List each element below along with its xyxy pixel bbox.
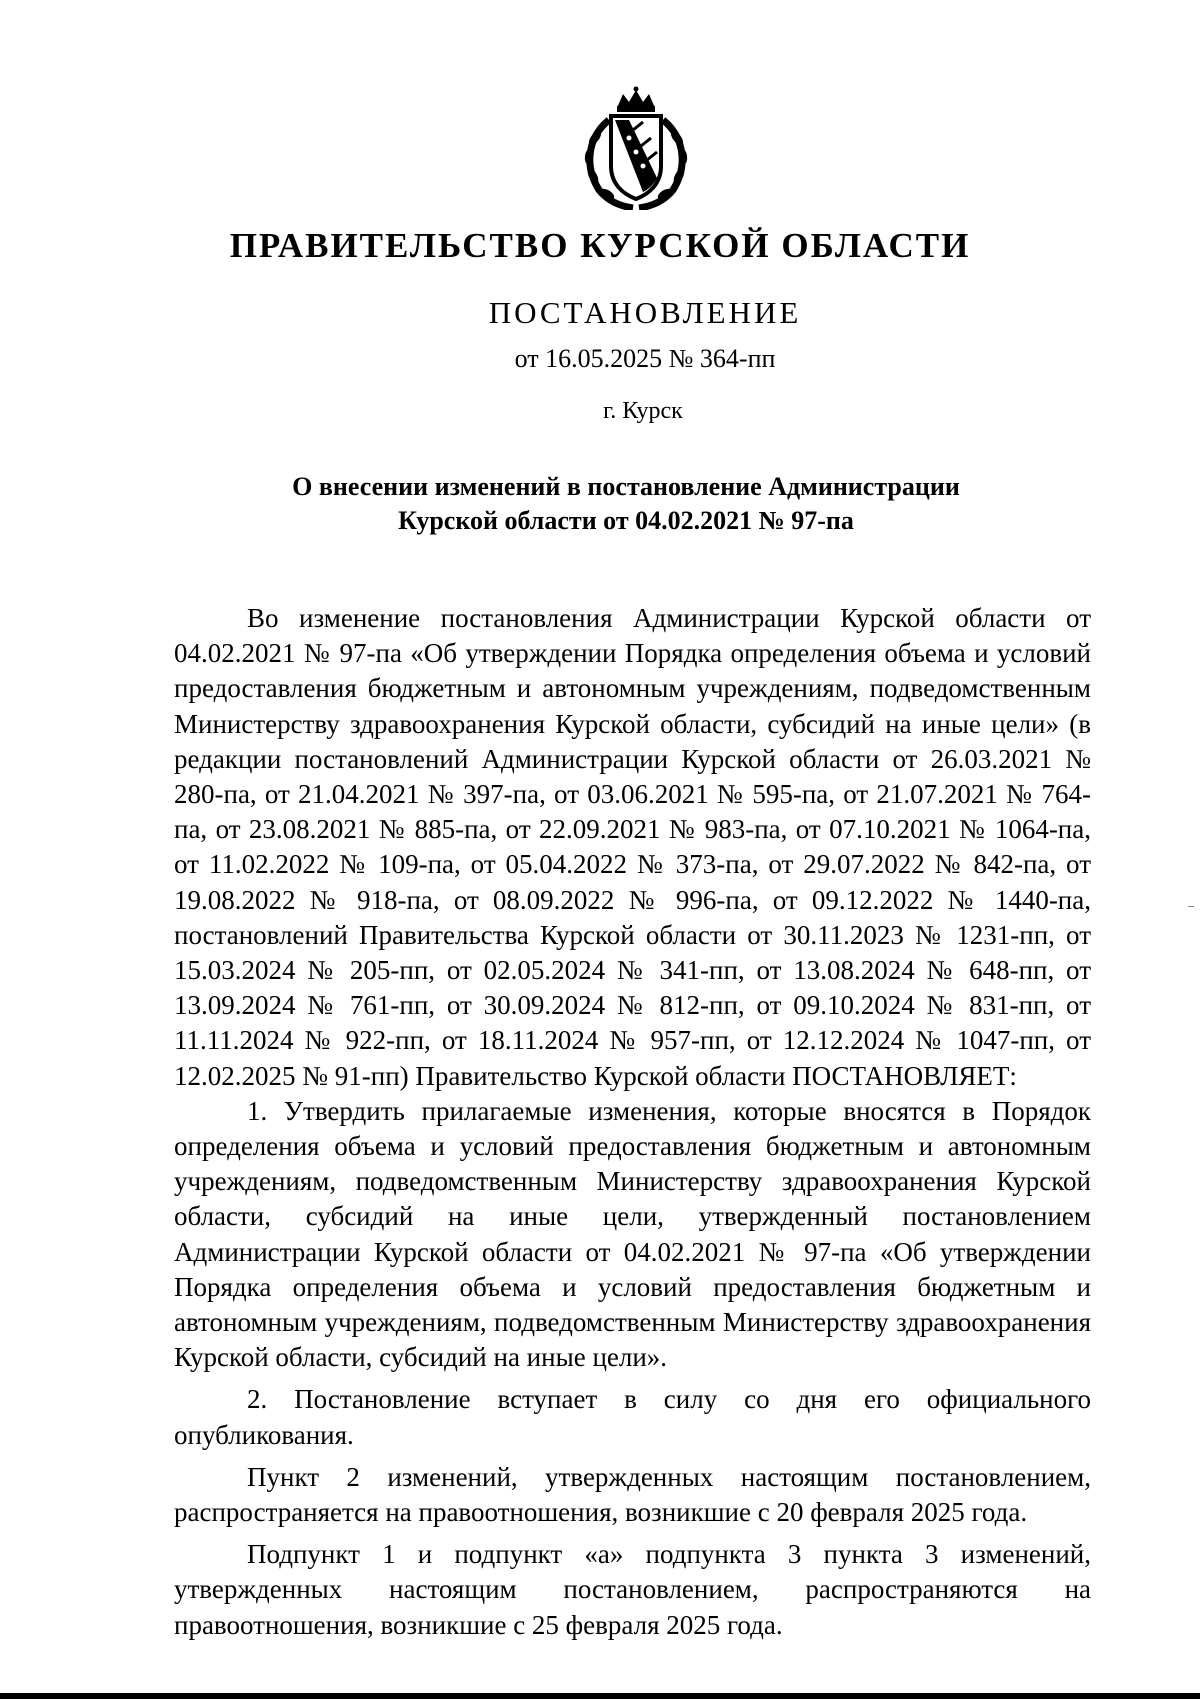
document-number: от 16.05.2025 № 364-пп (514, 344, 776, 373)
subject-line-2: Курской области от 04.02.2021 № 97-па (398, 506, 854, 535)
scan-mark (1188, 906, 1194, 907)
document-subject (0, 470, 1200, 538)
subject-line-1: О внесении изменений в постановление Администрации (292, 472, 960, 501)
document-body (174, 601, 1091, 1643)
preamble-paragraph: Во изменение постановления Администрации Курской области от 04.02.2021 № 97-па «Об утверждении Порядка определения объема и условий предоставления бюджетным и автономным учреждениям, подведомственным Министерству здравоохранения Курской области, субсидий на иные цели» (в редакции постановлений Администрации Курской области от 26.03.2021 № 280-па, от 21.04.2021 № 397-па, от 03.06.2021 № 595-па, от 21.07.2021 № 764-па, от 23.08.2021 № 885-па, от 22.09.2021 № 983-па, от 07.10.2021 № 1064-па, от 11.02.2022 № 109-па, от 05.04.2022 № 373-па, от 29.07.2022 № 842-па, от 19.08.2022 № 918-па, от 08.09.2022 № 996-па, от 09.12.2022 № 1440-па, постановлений Правительства Курской области от 30.11.2023 № 1231-пп, от 15.03.2024 № 205-пп, от 02.05.2024 № 341-пп, от 13.08.2024 № 648-пп, от 13.09.2024 № 761-пп, от 30.09.2024 № 812-пп, от 09.10.2024 № 831-пп, от 11.11.2024 № 922-пп, от 18.11.2024 № 957-пп, от 12.12.2024 № 1047-пп, от 12.02.2025 № 91-пп) Правительство Курской области ПОСТАНОВЛЯЕТ: (174, 603, 1091, 1091)
city: г. Курск (603, 398, 683, 424)
item-1-paragraph: 1. Утвердить прилагаемые изменения, которые вносятся в Порядок определения объема и условий предоставления бюджетным и автономным учреждениям, подведомственным Министерству здравоохранения Курской области, субсидий на иные цели, утвержденный постановлением Администрации Курской области от 04.02.2021 № 97-па «Об утверждении Порядка определения объема и условий предоставления бюджетным и автономным учреждениям, подведомственным Министерству здравоохранения Курской области, субсидий на иные цели». (174, 1095, 1091, 1373)
coat-of-arms-icon (571, 86, 701, 210)
document-type: ПОСТАНОВЛЕНИЕ (488, 295, 802, 330)
item-2-paragraph: 2. Постановление вступает в силу со дня его официального опубликования. (174, 1384, 1091, 1450)
effective-date-paragraph-1: Пункт 2 изменений, утвержденных настоящим постановлением, распространяется на правоотношения, возникшие с 20 февраля 2025 года. (174, 1461, 1091, 1528)
organization-title: ПРАВИТЕЛЬСТВО КУРСКОЙ ОБЛАСТИ (229, 226, 971, 265)
effective-date-paragraph-2: Подпункт 1 и подпункт «а» подпункта 3 пункта 3 изменений, утвержденных настоящим постановлением, распространяются на правоотношения, возникшие с 25 февраля 2025 года. (174, 1539, 1091, 1640)
scan-edge (0, 1693, 1200, 1699)
